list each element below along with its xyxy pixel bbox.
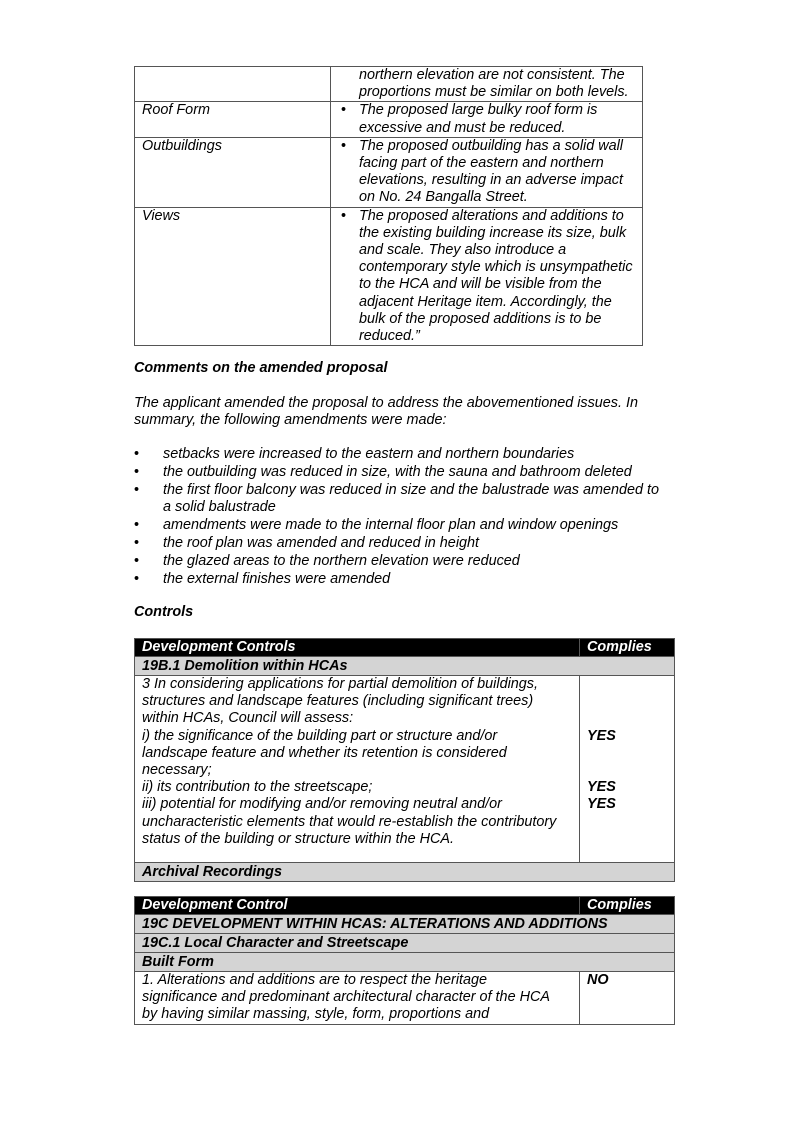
section-row [135,915,675,934]
section-row [135,863,675,882]
table-header-row [135,897,675,915]
list-item: amendments were made to the internal floor plan and window openings [163,517,619,533]
complies-value: YES [587,779,616,796]
controls-heading: Controls [134,604,194,620]
section-title: 19C DEVELOPMENT WITHIN HCAS: ALTERATIONS AND ADDITIONS [135,915,675,934]
section-title: 19B.1 Demolition within HCAs [135,657,675,676]
list-item: the first floor balcony was reduced in size and the balustrade was amended to [163,482,659,498]
complies-value: YES [587,727,616,744]
row-text: northern elevation are not consistent. The proportions must be similar on both levels. [331,67,643,102]
list-item: setbacks were increased to the eastern and northern boundaries [163,446,575,462]
development-control-table [134,896,675,1025]
row-text: • The proposed large bulky roof form is excessive and must be reduced. [331,102,643,137]
row-label: Roof Form [135,102,331,137]
control-text-cell: 1. Alterations and additions are to respect the heritage significance and predominant architectural character of the HCA by having similar massing, style, form, proportions and [135,972,580,1025]
bullet: • [134,535,140,551]
bullet: • [134,553,140,569]
table-row [135,972,675,1025]
bullet: • [134,571,140,587]
row-label [135,67,331,102]
list-item: the outbuilding was reduced in size, with the sauna and bathroom deleted [163,464,632,480]
section-title: Archival Recordings [135,863,675,882]
bullet: • [134,482,140,498]
table-row [135,676,675,863]
bullet: • [341,207,347,224]
list-item-continuation: a solid balustrade [163,499,276,515]
table-header-row [135,639,675,657]
section-title: Built Form [135,953,675,972]
bullet: • [134,446,140,462]
row-label: Outbuildings [135,137,331,207]
table-row [135,102,643,137]
control-text-cell: 3 In considering applications for partial demolition of buildings, structures and landscape features (including significant trees) within HCAs, Council will assess: i) the significance of the building part or structure and/or landscape feature and whether its retention is considered necessary; ii) its contribution to the streetscape; iii) potential for modifying and/or removing neutral and/or uncharacteristic elements that would re-establish the contributory status of the building or structure within the HCA. [135,676,580,863]
section-title: 19C.1 Local Character and Streetscape [135,934,675,953]
table-row [135,67,643,102]
section-row [135,953,675,972]
list-item: the roof plan was amended and reduced in height [163,535,480,551]
intro-line: summary, the following amendments were made: [134,412,447,428]
bullet: • [134,464,140,480]
list-item: the external finishes were amended [163,571,391,587]
bullet: • [341,137,347,154]
heritage-comments-table [134,66,643,346]
complies-cell [580,972,675,1025]
comments-heading: Comments on the amended proposal [134,360,388,376]
header-cell-complies: Complies [580,897,675,915]
row-label: Views [135,207,331,346]
row-text: • The proposed outbuilding has a solid wall facing part of the eastern and northern elevations, resulting in an adverse impact on No. 24 Bangalla Street. [331,137,643,207]
list-item: the glazed areas to the northern elevation were reduced [163,553,520,569]
table-row [135,137,643,207]
section-row [135,934,675,953]
intro-line: The applicant amended the proposal to address the abovementioned issues. In [134,395,639,411]
row-text: • The proposed alterations and additions to the existing building increase its size, bulk and scale. They also introduce a contemporary style which is unsympathetic to the HCA and will be visible from the adjacent Heritage item. Accordingly, the bulk of the proposed additions is to be reduced.” [331,207,643,346]
table-row [135,207,643,346]
header-cell: Development Control [135,897,580,915]
complies-value: YES [587,796,616,813]
bullet: • [341,102,347,119]
development-controls-table [134,638,675,882]
complies-cell [580,676,675,863]
complies-value: NO [587,972,609,988]
header-cell-complies: Complies [580,639,675,657]
header-cell: Development Controls [135,639,580,657]
bullet: • [134,517,140,533]
section-row [135,657,675,676]
